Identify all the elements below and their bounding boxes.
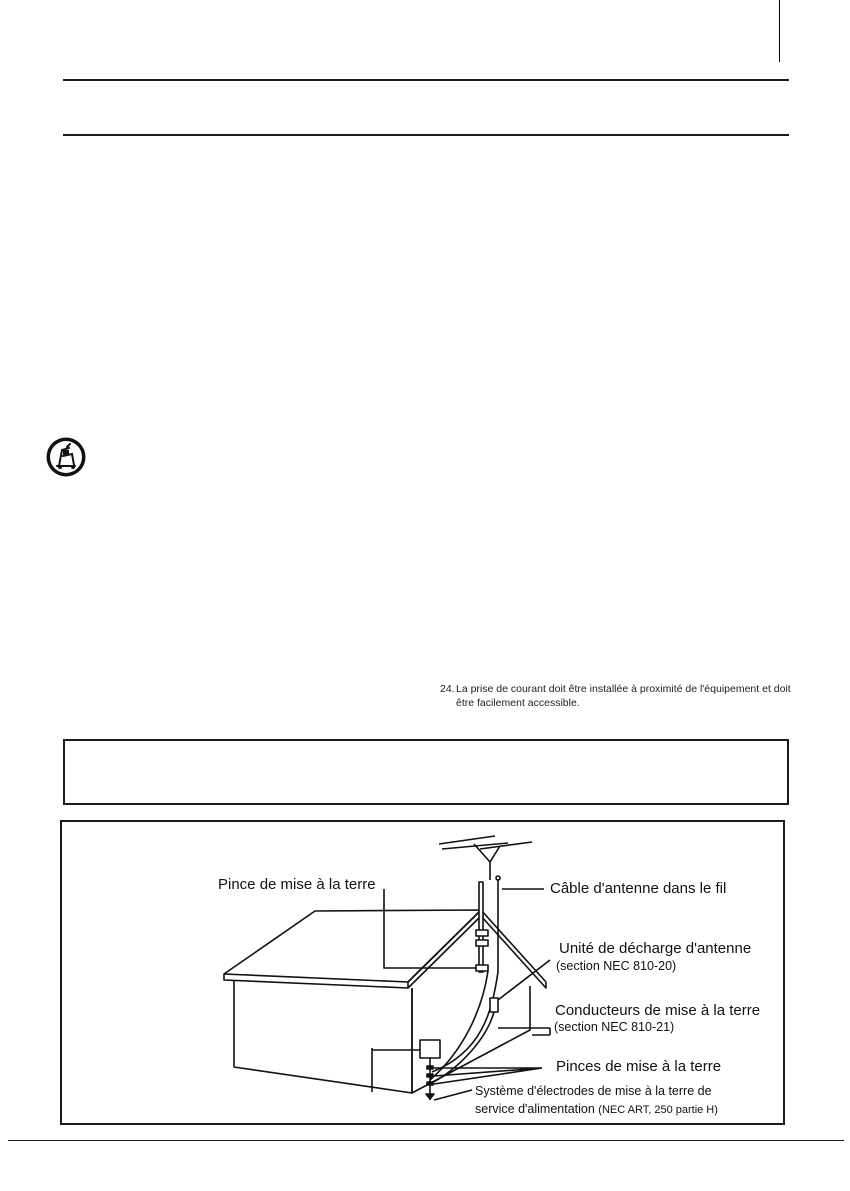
- item-text-line2: être facilement accessible.: [456, 697, 580, 709]
- electrode-system-text: service d'alimentation: [475, 1102, 595, 1116]
- label-electrode-system-line2: [475, 1102, 718, 1116]
- electrode-system-ref: (NEC ART, 250 partie H): [598, 1104, 718, 1116]
- antenna-discharge-unit: [490, 998, 498, 1012]
- label-antenna-lead-in: Câble d'antenne dans le fil: [550, 880, 727, 897]
- label-discharge-unit: Unité de décharge d'antenne: [559, 940, 752, 957]
- header-rule-top: [63, 79, 789, 81]
- antenna-grounding-diagram: [60, 820, 785, 1125]
- notice-box: [63, 739, 789, 805]
- header-rule-bottom: [63, 134, 789, 136]
- label-grounding-conductors-section: (section NEC 810-21): [554, 1020, 675, 1034]
- footer-rule: [8, 1140, 844, 1141]
- label-electrode-system-line1: Système d'électrodes de mise à la terre de: [475, 1084, 712, 1098]
- cart-tipover-warning-icon: [45, 436, 87, 478]
- item-number: 24.: [440, 683, 455, 695]
- leader-discharge-unit: [498, 960, 550, 1000]
- safety-item-24: [440, 682, 810, 710]
- item-text-line1: La prise de courant doit être installée à proximité de l'équipement et doit: [456, 683, 791, 695]
- electric-service-box: [420, 1040, 440, 1058]
- roof: [224, 910, 481, 982]
- leader-electrode-system: [434, 1090, 472, 1100]
- crop-mark: [779, 0, 780, 62]
- label-discharge-unit-section: (section NEC 810-20): [556, 959, 677, 973]
- label-grounding-conductors: Conducteurs de mise à la terre: [555, 1002, 761, 1019]
- front-wall: [234, 980, 412, 1093]
- label-grounding-clamp: Pince de mise à la terre: [218, 876, 376, 893]
- label-ground-clamps: Pinces de mise à la terre: [556, 1058, 722, 1075]
